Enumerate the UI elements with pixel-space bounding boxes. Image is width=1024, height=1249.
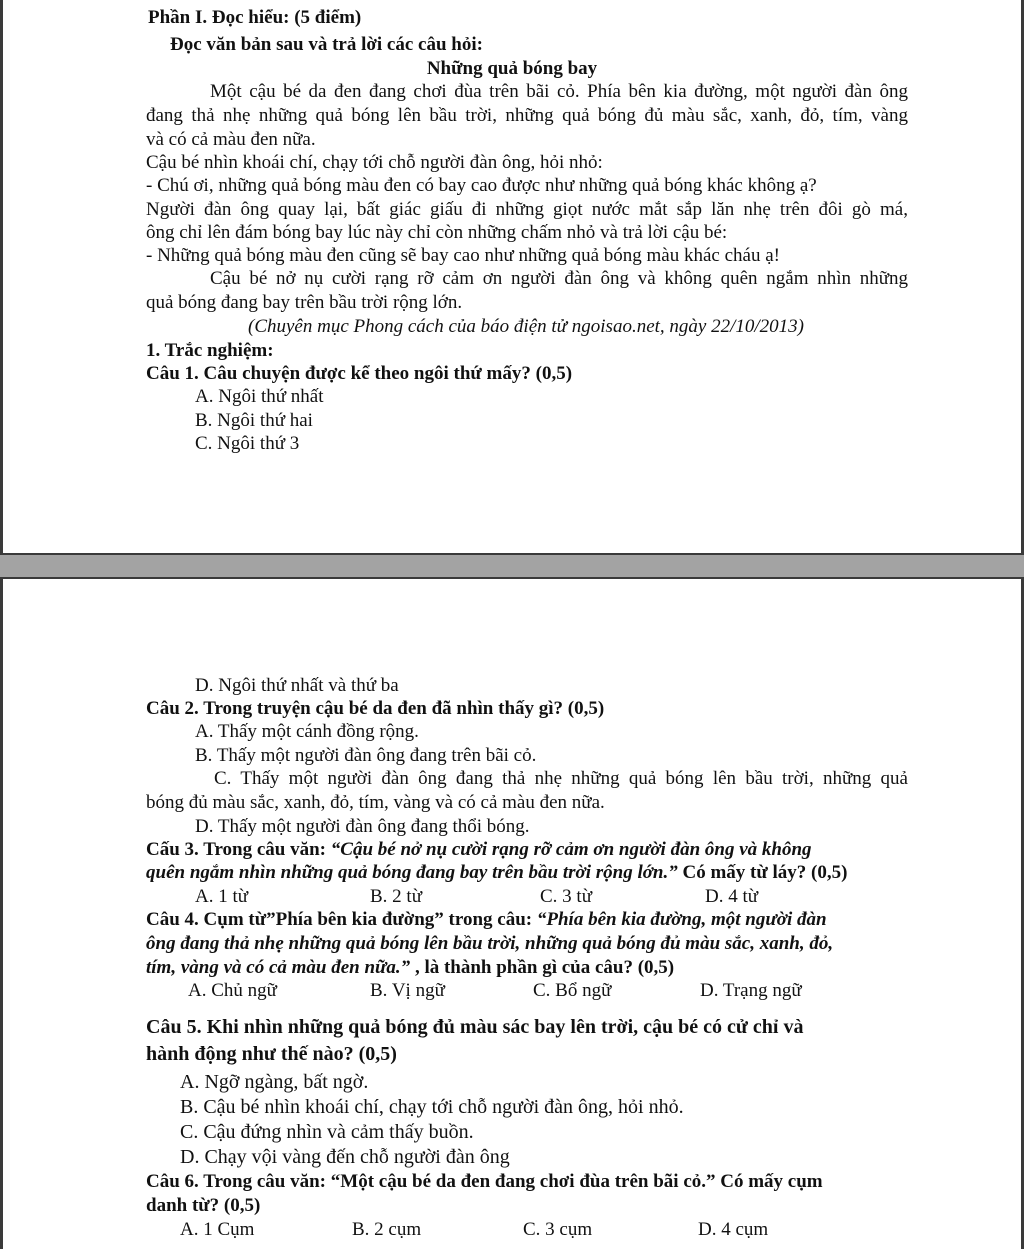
- question-4: [146, 909, 827, 931]
- section-heading: 1. Trắc nghiệm:: [146, 340, 274, 361]
- question-1: Câu 1. Câu chuyện được kể theo ngôi thứ mấy? (0,5): [146, 363, 573, 384]
- q3-option-a: A. 1 từ: [195, 886, 249, 907]
- question-4-cont: [146, 957, 674, 979]
- story-title: Những quả bóng bay: [426, 58, 598, 79]
- q3-quote: “Cậu bé nở nụ cười rạng rỡ cảm ơn người đàn ông và không: [330, 839, 812, 860]
- q4-lead: Câu 4. Cụm từ”Phía bên kia đường” trong câu:: [146, 909, 537, 930]
- story-line: quả bóng đang bay trên bầu trời rộng lớn.: [146, 292, 463, 313]
- story-line: đang thả nhẹ những quả bóng lên bầu trời, những quả bóng đủ màu sắc, xanh, đỏ, tím, vàng: [146, 105, 908, 126]
- q6-option-a: A. 1 Cụm: [180, 1219, 255, 1240]
- q4-option-a: A. Chủ ngữ: [188, 980, 277, 1001]
- q2-option-a: A. Thấy một cánh đồng rộng.: [195, 721, 419, 742]
- q6-option-d: D. 4 cụm: [698, 1219, 769, 1240]
- instruction: Đọc văn bản sau và trả lời các câu hỏi:: [170, 34, 483, 55]
- q2-option-c-cont: bóng đủ màu sắc, xanh, đỏ, tím, vàng và có cả màu đen nữa.: [146, 792, 605, 813]
- q4-option-b: B. Vị ngữ: [370, 980, 445, 1001]
- q3-quote-cont: quên ngắm nhìn những quả bóng đang bay trên bầu trời rộng lớn.”: [146, 862, 678, 883]
- story-line: ông chỉ lên đám bóng bay lúc này chỉ còn những chấm nhỏ và trả lời cậu bé:: [146, 222, 728, 243]
- q2-option-b: B. Thấy một người đàn ông đang trên bãi cỏ.: [195, 745, 537, 766]
- q2-option-d: D. Thấy một người đàn ông đang thổi bóng.: [195, 816, 530, 837]
- page-separator: [0, 555, 1024, 577]
- question-3: [146, 839, 812, 861]
- question-5-cont: hành động như thế nào? (0,5): [146, 1043, 397, 1065]
- q3-option-c: C. 3 từ: [540, 886, 592, 907]
- question-2: Câu 2. Trong truyện cậu bé da đen đã nhìn thấy gì? (0,5): [146, 698, 605, 719]
- story-source: (Chuyên mục Phong cách của báo điện tử ngoisao.net, ngày 22/10/2013): [248, 316, 804, 337]
- question-3-cont: [146, 862, 847, 884]
- story-line: - Những quả bóng màu đen cũng sẽ bay cao như những quả bóng màu khác cháu ạ!: [146, 245, 780, 266]
- story-line: Cậu bé nhìn khoái chí, chạy tới chỗ người đàn ông, hỏi nhỏ:: [146, 152, 603, 173]
- q4-quote-end: tím, vàng và có cả màu đen nữa.”: [146, 957, 411, 978]
- q5-option-b: B. Cậu bé nhìn khoái chí, chạy tới chỗ người đàn ông, hỏi nhỏ.: [180, 1096, 684, 1118]
- q6-option-b: B. 2 cụm: [352, 1219, 422, 1240]
- q3-option-d: D. 4 từ: [705, 886, 759, 907]
- q1-option-d: D. Ngôi thứ nhất và thứ ba: [195, 675, 399, 696]
- q6-option-c: C. 3 cụm: [523, 1219, 593, 1240]
- q1-option-a: A. Ngôi thứ nhất: [195, 386, 324, 407]
- q1-option-c: C. Ngôi thứ 3: [195, 433, 300, 454]
- q5-option-c: C. Cậu đứng nhìn và cảm thấy buồn.: [180, 1121, 474, 1143]
- question-4-cont: ông đang thả nhẹ những quả bóng lên bầu trời, những quả bóng đủ màu sắc, xanh, đỏ,: [146, 933, 834, 954]
- q3-option-b: B. 2 từ: [370, 886, 422, 907]
- q1-option-b: B. Ngôi thứ hai: [195, 410, 313, 431]
- question-5: Câu 5. Khi nhìn những quả bóng đủ màu sác bay lên trời, cậu bé có cử chỉ và: [146, 1016, 804, 1038]
- question-6-cont: danh từ? (0,5): [146, 1195, 261, 1216]
- story-line: và có cả màu đen nữa.: [146, 129, 316, 150]
- q4-option-c: C. Bổ ngữ: [533, 980, 612, 1001]
- story-line: Cậu bé nở nụ cười rạng rỡ cảm ơn người đàn ông và không quên ngắm nhìn những: [210, 268, 908, 289]
- q4-tail: , là thành phần gì của câu? (0,5): [410, 957, 675, 978]
- q5-option-d: D. Chạy vội vàng đến chỗ người đàn ông: [180, 1146, 510, 1168]
- q3-lead: Cấu 3. Trong câu văn:: [146, 839, 331, 860]
- part-heading: Phần I. Đọc hiểu: (5 điểm): [148, 7, 362, 28]
- story-line: Một cậu bé da đen đang chơi đùa trên bãi cỏ. Phía bên kia đường, một người đàn ông: [210, 81, 908, 102]
- q2-option-c: C. Thấy một người đàn ông đang thả nhẹ những quả bóng lên bầu trời, những quả: [214, 768, 908, 789]
- q5-option-a: A. Ngỡ ngàng, bất ngờ.: [180, 1071, 369, 1093]
- q4-quote: “Phía bên kia đường, một người đàn: [536, 909, 827, 930]
- question-6: Câu 6. Trong câu văn: “Một cậu bé da đen đang chơi đùa trên bãi cỏ.” Có mấy cụm: [146, 1171, 823, 1192]
- q3-tail: Có mấy từ láy? (0,5): [677, 862, 848, 883]
- story-line: - Chú ơi, những quả bóng màu đen có bay cao được như những quả bóng khác không ạ?: [146, 175, 817, 196]
- story-line: Người đàn ông quay lại, bất giác giấu đi những giọt nước mắt sắp lăn nhẹ trên đôi gò má,: [146, 199, 908, 220]
- q4-option-d: D. Trạng ngữ: [700, 980, 802, 1001]
